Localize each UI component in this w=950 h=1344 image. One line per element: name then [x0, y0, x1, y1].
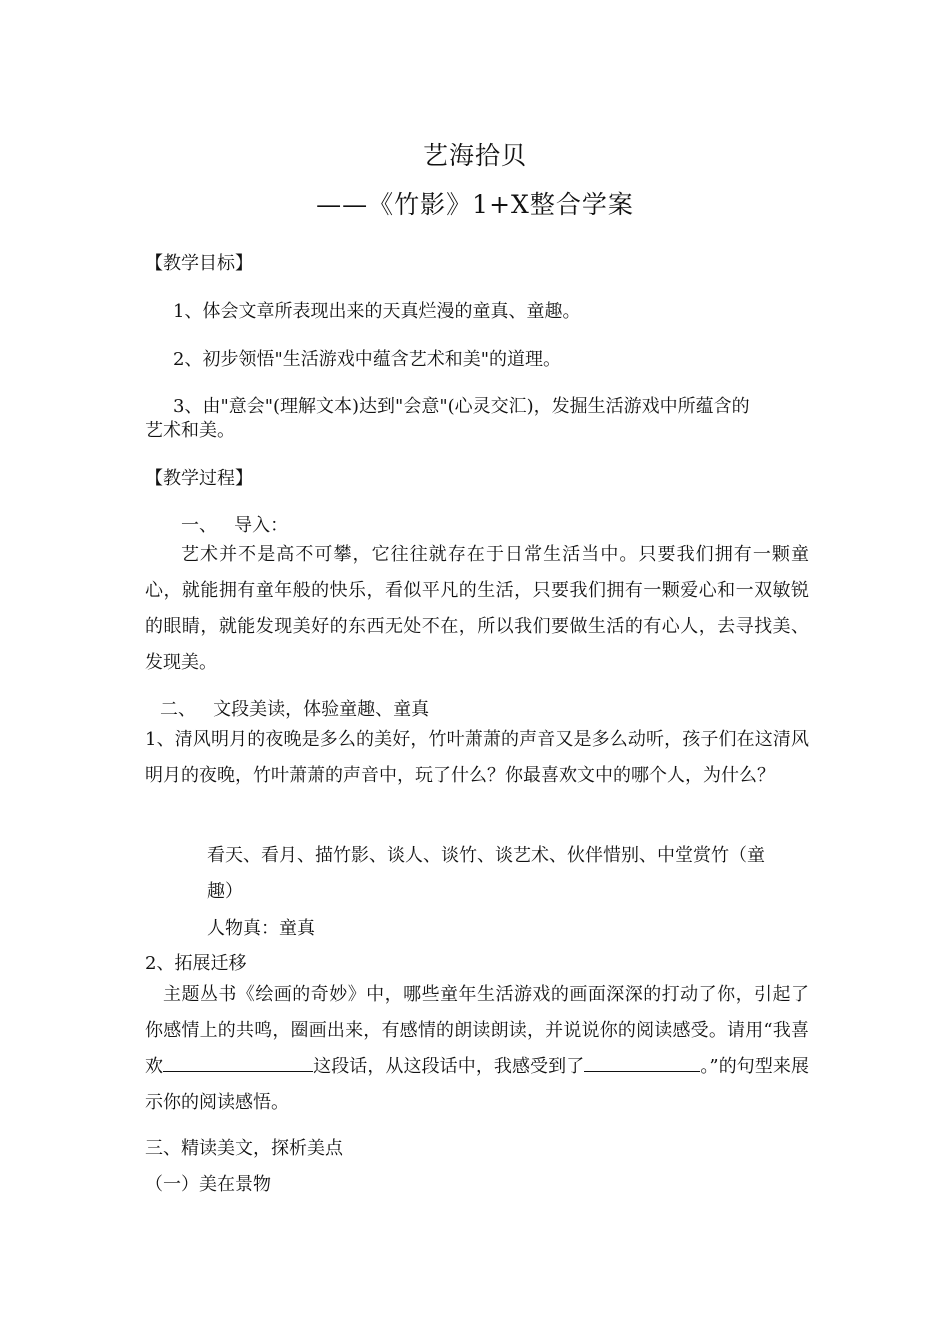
- process-heading: 【教学过程】: [145, 468, 253, 489]
- doc-title: 艺海拾贝: [422, 141, 527, 170]
- section3-subheading: （一）美在景物: [145, 1174, 271, 1195]
- objective-3: 3、由"意会"(理解文本)达到"会意"(心灵交汇)，发掘生活游戏中所蕴含的: [173, 396, 750, 417]
- objective-2: 2、初步领悟"生活游戏中蕴含艺术和美"的道理。: [173, 349, 562, 370]
- q2-text-part3: 。”的句型来展示你的阅读感悟。: [145, 1056, 810, 1113]
- answer-blank-1[interactable]: [163, 1053, 313, 1072]
- q2-text-part2: 这段话，从这段话中，我感受到了: [313, 1056, 585, 1077]
- q1-answer-line3: 人物真：童真: [207, 918, 315, 939]
- objectives-heading: 【教学目标】: [145, 253, 253, 274]
- answer-blank-2[interactable]: [584, 1053, 684, 1072]
- doc-subtitle: ——《竹影》1+X整合学案: [316, 190, 634, 219]
- question-2-heading: 2、拓展迁移: [145, 953, 247, 974]
- question-2-paragraph: [145, 977, 809, 1121]
- question-1: 1、清风明月的夜晚是多么的美好，竹叶萧萧的声音又是多么动听，孩子们在这清风明月的夜晚，竹叶萧萧的声音中，玩了什么？你最喜欢文中的哪个人，为什么？: [145, 729, 809, 786]
- intro-paragraph: 艺术并不是高不可攀，它往往就存在于日常生活当中。只要我们拥有一颗童心，就能拥有童年般的快乐，看似平凡的生活，只要我们拥有一颗爱心和一双敏锐的眼睛，就能发现美好的东西无处不在，所以我们要做生活的有心人，去寻找美、发现美。: [145, 544, 809, 673]
- objective-1: 1、体会文章所表现出来的天真烂漫的童真、童趣。: [173, 301, 581, 322]
- intro-heading: 一、 导入：: [181, 515, 289, 536]
- objective-3-cont: 艺术和美。: [145, 420, 235, 441]
- q1-answer-line1: 看天、看月、描竹影、谈人、谈竹、谈艺术、伙伴惜别、中堂赏竹（童: [207, 845, 765, 866]
- q2-text-part1: 主题丛书《绘画的奇妙》中，哪些童年生活游戏的画面深深的打动了你，引起了你感情上的共鸣，圈画出来，有感情的朗读朗读，并说说你的阅读感受。请用“我喜欢: [145, 984, 809, 1077]
- answer-blank-2-cont[interactable]: [684, 1053, 700, 1072]
- q1-answer-line2: 趣）: [207, 881, 243, 902]
- section2-heading: 二、 文段美读，体验童趣、童真: [160, 699, 430, 720]
- section3-heading: 三、精读美文，探析美点: [145, 1138, 343, 1159]
